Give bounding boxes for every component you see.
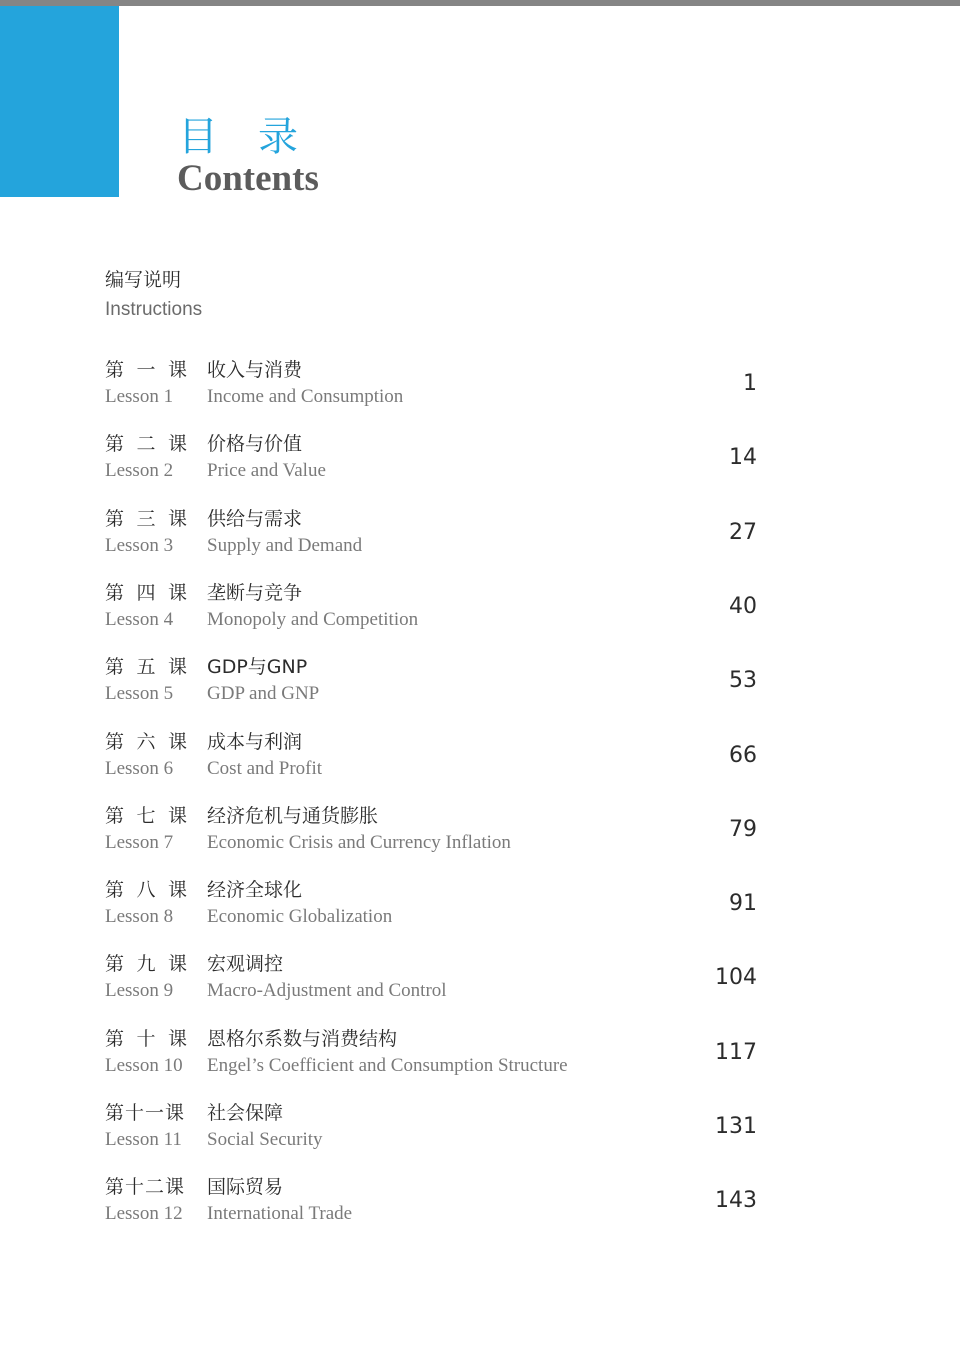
page-title-cn: 目录 [178, 114, 338, 160]
toc-entry[interactable] [105, 729, 765, 789]
page-title-en: Contents [177, 158, 319, 199]
lesson-title-en: Macro-Adjustment and Control [207, 980, 447, 1002]
lesson-title-cn: 供给与需求 [207, 507, 303, 530]
page-number: 117 [715, 1039, 757, 1065]
page-number: 40 [729, 593, 757, 619]
lesson-title-en: International Trade [207, 1203, 353, 1225]
toc-entry[interactable] [105, 431, 765, 491]
page-number: 143 [715, 1188, 757, 1214]
page-number: 27 [729, 519, 757, 545]
lesson-number-en: Lesson 10 [105, 1054, 183, 1076]
lesson-number-cn: 第 七 课 [105, 804, 187, 827]
lesson-title-cn: 收入与消费 [207, 359, 303, 381]
lesson-title-cn: 经济危机与通货膨胀 [207, 804, 379, 827]
toc-entry[interactable] [105, 951, 765, 1011]
lesson-number-en: Lesson 11 [105, 1129, 182, 1150]
lesson-number-en: Lesson 4 [105, 608, 174, 630]
lesson-title-en: Cost and Profit [207, 757, 323, 779]
toc-entry[interactable] [105, 1026, 765, 1086]
toc-entry[interactable] [105, 357, 765, 417]
instructions-title-en: Instructions [105, 299, 203, 320]
lesson-title-en: Price and Value [207, 460, 326, 482]
lesson-title-cn: 成本与利润 [207, 730, 303, 753]
page-number: 1 [743, 371, 757, 396]
instructions-title-cn: 编写说明 [105, 269, 182, 291]
lesson-number-cn: 第 十 课 [105, 1027, 187, 1050]
lesson-number-en: Lesson 1 [105, 386, 174, 407]
lesson-title-en: Economic Crisis and Currency Inflation [207, 831, 511, 853]
lesson-title-cn: GDP与GNP [207, 656, 308, 679]
lesson-number-en: Lesson 3 [105, 534, 174, 556]
lesson-number-cn: 第 五 课 [105, 656, 187, 679]
lesson-number-en: Lesson 9 [105, 980, 174, 1002]
lesson-number-cn: 第 三 课 [105, 507, 187, 530]
lesson-number-en: Lesson 7 [105, 831, 174, 853]
lesson-number-cn: 第 六 课 [105, 730, 187, 753]
lesson-title-cn: 社会保障 [207, 1102, 284, 1124]
page-number: 131 [715, 1114, 757, 1139]
lesson-number-cn: 第十一课 [105, 1102, 186, 1124]
lesson-title-cn: 经济全球化 [207, 879, 303, 902]
lesson-title-cn: 国际贸易 [207, 1176, 284, 1199]
lesson-number-en: Lesson 2 [105, 460, 174, 482]
toc-entry-instructions[interactable] [105, 267, 202, 327]
page-number: 14 [729, 445, 757, 471]
toc-entry[interactable] [105, 654, 765, 714]
page-number: 104 [715, 965, 757, 991]
lesson-title-cn: 宏观调控 [207, 953, 284, 976]
lesson-title-en: Economic Globalization [207, 906, 393, 928]
lesson-number-cn: 第 九 课 [105, 953, 187, 976]
toc-entry[interactable] [105, 506, 765, 566]
lesson-number-en: Lesson 6 [105, 757, 174, 779]
lesson-title-en: Monopoly and Competition [207, 608, 419, 630]
toc-entry[interactable] [105, 803, 765, 863]
lesson-title-cn: 恩格尔系数与消费结构 [207, 1027, 398, 1050]
lesson-number-en: Lesson 5 [105, 683, 174, 705]
lesson-number-cn: 第 二 课 [105, 433, 187, 456]
page-number: 53 [729, 668, 757, 694]
page-number: 66 [729, 742, 757, 768]
toc-entry[interactable] [105, 580, 765, 640]
lesson-number-cn: 第十二课 [105, 1176, 186, 1199]
lesson-number-cn: 第 一 课 [105, 359, 187, 381]
page-number: 79 [729, 816, 757, 842]
lesson-title-en: Income and Consumption [207, 386, 404, 407]
top-border [0, 0, 960, 6]
lesson-title-en: Engel’s Coefficient and Consumption Structure [207, 1054, 568, 1076]
lesson-number-cn: 第 八 课 [105, 879, 187, 902]
page-number: 91 [729, 891, 757, 917]
lesson-title-cn: 价格与价值 [207, 433, 303, 456]
toc-entry[interactable] [105, 1174, 765, 1234]
lesson-title-cn: 垄断与竞争 [207, 581, 303, 604]
lesson-number-en: Lesson 8 [105, 906, 174, 928]
lesson-number-en: Lesson 12 [105, 1203, 183, 1225]
lesson-title-en: Social Security [207, 1129, 323, 1150]
accent-block [0, 6, 119, 197]
toc-entry[interactable] [105, 1100, 765, 1160]
lesson-number-cn: 第 四 课 [105, 581, 187, 604]
lesson-title-en: GDP and GNP [207, 683, 320, 705]
lesson-title-en: Supply and Demand [207, 534, 363, 556]
toc-entry[interactable] [105, 877, 765, 937]
